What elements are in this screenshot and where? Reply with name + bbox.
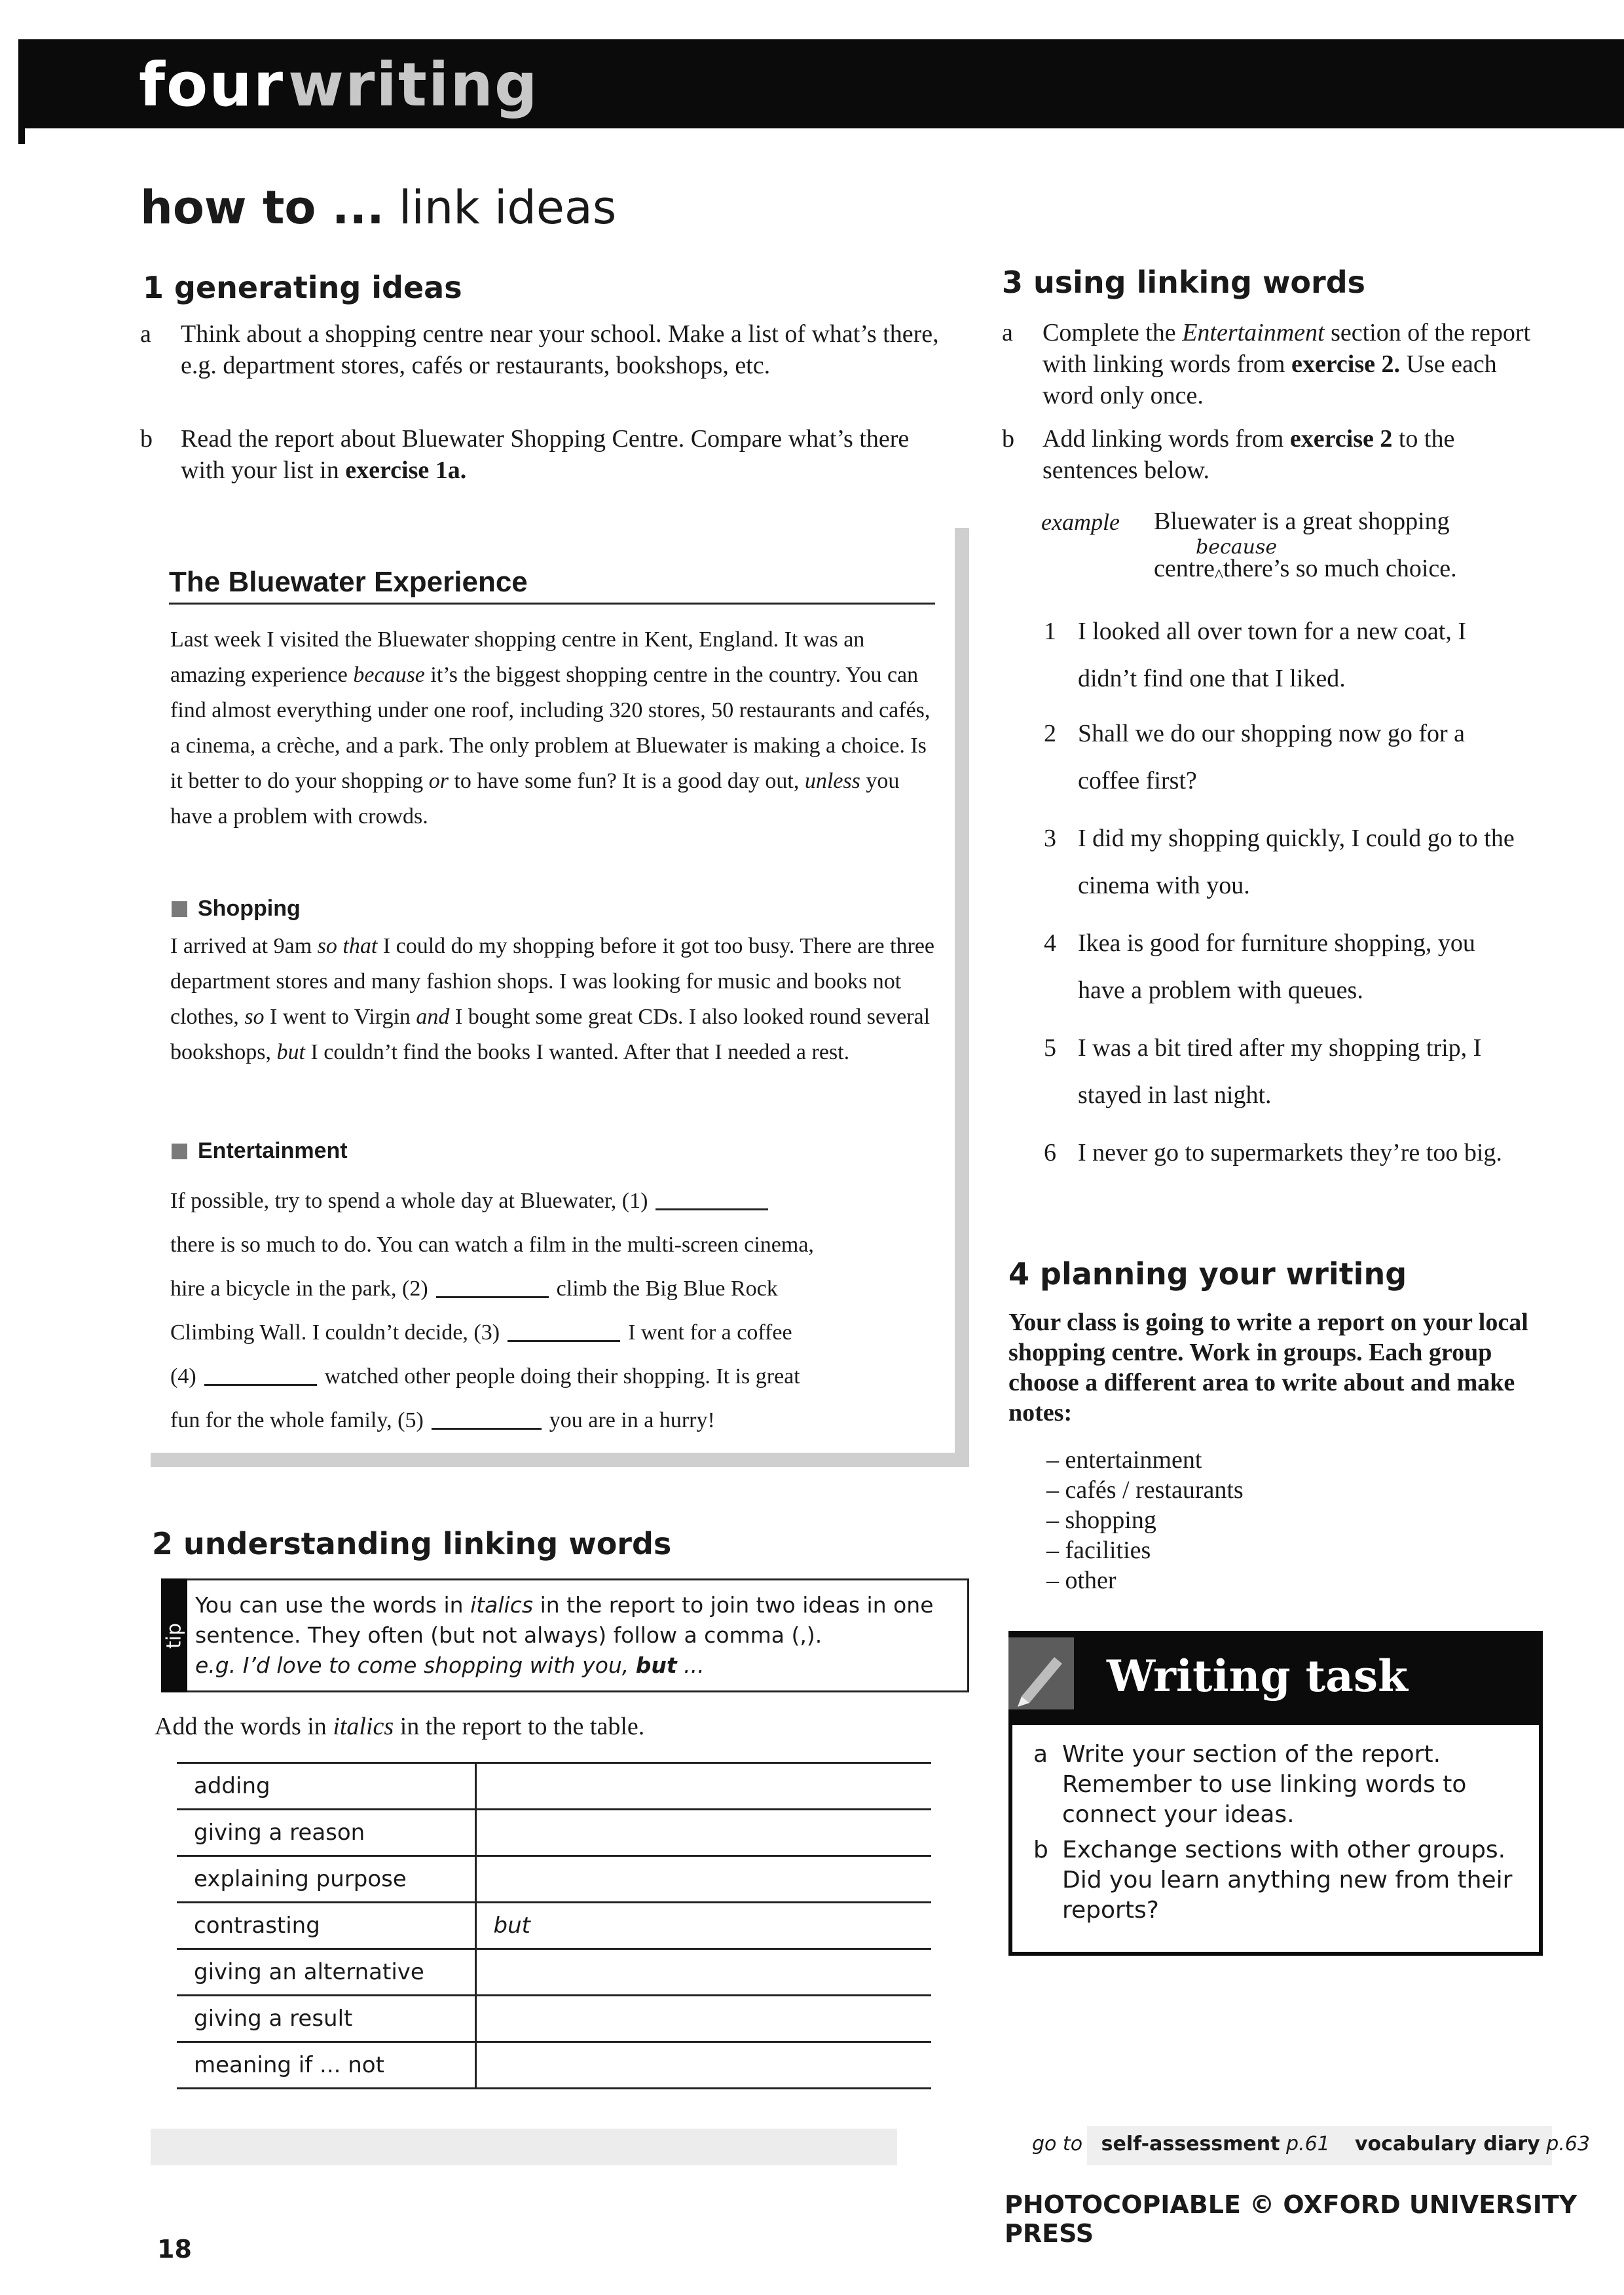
list-item: – other xyxy=(1046,1567,1116,1594)
report-p2-c: I went to Virgin xyxy=(264,1005,416,1029)
example-label: example xyxy=(1041,509,1120,535)
page-title-rest: link ideas xyxy=(398,181,617,234)
section1-heading: 1 generating ideas xyxy=(143,270,462,305)
table-row-label: giving a reason xyxy=(177,1810,475,1856)
table-row-label: contrasting xyxy=(177,1903,475,1949)
copyright-notice: PHOTOCOPIABLE © OXFORD UNIVERSITY PRESS xyxy=(1005,2190,1578,2248)
writing-task-a-letter: a xyxy=(1033,1741,1048,1768)
section4-text: Your class is going to write a report on your local shopping centre. Work in groups. Each group choose a different area to write about and make notes: xyxy=(1008,1309,1528,1427)
page-title xyxy=(140,181,616,234)
entertainment-line-2: there is so much to do. You can watch a film in the multi-screen cinema, xyxy=(170,1233,814,1257)
section3-a-letter: a xyxy=(1002,319,1013,346)
table-row-label: meaning if ... not xyxy=(177,2042,475,2089)
report-linking-but: but xyxy=(276,1040,305,1064)
report-p1-d: you have a problem with crowds. xyxy=(170,769,900,829)
writing-task-item-a xyxy=(1033,1740,1531,1830)
item-number: 5 xyxy=(1044,1034,1056,1062)
report-paragraph-2 xyxy=(170,929,936,1070)
gap-1-blank[interactable] xyxy=(655,1191,768,1210)
item-text: Ikea is good for furniture shopping, you have a problem with queues. xyxy=(1078,929,1475,1004)
table-row xyxy=(177,1763,931,1810)
section1-a-text: Think about a shopping centre near your school. Make a list of what’s there, e.g. department stores, cafés or restaurants, bookshops, etc. xyxy=(181,320,939,379)
section3-b-1: Add linking words from xyxy=(1043,425,1290,453)
entertainment-line-3 xyxy=(170,1267,936,1311)
caret-icon: ^ xyxy=(1214,566,1223,586)
section3-a-italic: Entertainment xyxy=(1182,319,1325,346)
report-paragraph-1 xyxy=(170,622,936,834)
table-row-label: giving a result xyxy=(177,1996,475,2042)
section3-b-letter: b xyxy=(1002,425,1014,453)
report-entertainment-label: Entertainment xyxy=(198,1138,348,1163)
footer-shading-left xyxy=(151,2129,897,2165)
item-number: 2 xyxy=(1044,720,1056,747)
list-item: – facilities xyxy=(1046,1537,1151,1564)
list-item: – cafés / restaurants xyxy=(1046,1476,1244,1504)
page-title-bold: how to ... xyxy=(140,181,384,234)
gap-4-blank[interactable] xyxy=(204,1366,317,1386)
table-row xyxy=(177,1996,931,2042)
table-row-label: explaining purpose xyxy=(177,1856,475,1903)
table-instruction-italics: italics xyxy=(333,1713,394,1740)
tip-example-ellipsis: ... xyxy=(676,1652,705,1678)
entertainment-line-4a: Climbing Wall. I couldn’t decide, (3) xyxy=(170,1320,500,1345)
table-row-answer[interactable] xyxy=(475,1763,931,1810)
item-number: 4 xyxy=(1044,929,1056,957)
report-entertainment-text xyxy=(170,1179,936,1442)
example-line-2b: there’s so much choice. xyxy=(1223,555,1457,582)
report-linking-or: or xyxy=(428,769,449,793)
writing-task-b-text: Exchange sections with other groups. Did you learn anything new from their reports? xyxy=(1062,1837,1513,1924)
table-instruction-2: in the report to the table. xyxy=(394,1713,645,1740)
gap-3-blank[interactable] xyxy=(507,1322,620,1342)
entertainment-line-6b: you are in a hurry! xyxy=(549,1408,715,1432)
table-row-answer[interactable] xyxy=(475,2042,931,2089)
linking-words-table xyxy=(177,1762,931,2089)
section1-b-text-bold: exercise 1a. xyxy=(345,457,467,484)
report-title-rule xyxy=(169,603,935,605)
header-tick xyxy=(18,39,25,144)
gap-5-blank[interactable] xyxy=(432,1410,542,1430)
report-p2-b: I could do my shopping before it got too busy. There are three department stores and many fashion shops. I was looking for music and books not clothes, xyxy=(170,934,935,1029)
page-number: 18 xyxy=(157,2235,192,2264)
list-item: – entertainment xyxy=(1046,1446,1202,1474)
section3-a-2: section of the report with linking words from xyxy=(1043,319,1531,378)
table-row xyxy=(177,1949,931,1996)
exercise-3b-item-1 xyxy=(1044,608,1515,702)
item-number: 3 xyxy=(1044,825,1056,852)
writing-task-a-text: Write your section of the report. Remember to use linking words to connect your ideas. xyxy=(1062,1741,1467,1828)
entertainment-line-5 xyxy=(170,1354,936,1398)
footer-goto: go to xyxy=(1032,2133,1083,2155)
report-shopping-label: Shopping xyxy=(198,896,301,921)
section3-b-bold: exercise 2 xyxy=(1289,425,1393,453)
entertainment-line-3a: hire a bicycle in the park, (2) xyxy=(170,1277,428,1301)
report-shopping-heading xyxy=(172,896,301,922)
entertainment-line-1 xyxy=(170,1179,936,1223)
footer-vocab-page: p.63 xyxy=(1546,2133,1590,2155)
item-text: I was a bit tired after my shopping trip, I stayed in last night. xyxy=(1078,1034,1482,1109)
tip-example-but: but xyxy=(635,1652,677,1678)
entertainment-line-6 xyxy=(170,1398,936,1442)
gap-2-blank[interactable] xyxy=(436,1278,549,1298)
section3-a-text xyxy=(1002,317,1552,411)
item-text: I never go to supermarkets they’re too big. xyxy=(1078,1139,1502,1166)
table-row-answer[interactable] xyxy=(475,1856,931,1903)
example-insert-word: because xyxy=(1196,536,1278,559)
section3-b-2: to the sentences below. xyxy=(1043,425,1455,484)
footer-self-page: p.61 xyxy=(1286,2133,1330,2155)
table-row-label: adding xyxy=(177,1763,475,1810)
report-linking-so: so xyxy=(244,1005,265,1029)
square-bullet-icon xyxy=(172,1144,187,1159)
footer-vocab-diary[interactable]: vocabulary diary xyxy=(1354,2133,1540,2155)
tip-text-1: You can use the words in xyxy=(195,1592,471,1618)
table-row xyxy=(177,2042,931,2089)
exercise-3b-item-3 xyxy=(1044,815,1515,909)
report-p1-a: Last week I visited the Bluewater shopping centre in Kent, England. It was an amazing experience xyxy=(170,627,865,687)
entertainment-line-6a: fun for the whole family, (5) xyxy=(170,1408,424,1432)
report-linking-and: and xyxy=(416,1005,450,1029)
tip-example: e.g. I’d love to come shopping with you, xyxy=(195,1652,636,1678)
exercise-3b-item-5 xyxy=(1044,1024,1541,1119)
section3-a-bold: exercise 2. xyxy=(1291,350,1400,378)
report-title: The Bluewater Experience xyxy=(169,566,528,598)
exercise-3b-item-2 xyxy=(1044,710,1515,804)
footer-self-assessment[interactable]: self-assessment xyxy=(1101,2133,1280,2155)
item-text: I looked all over town for a new coat, I didn’t find one that I liked. xyxy=(1078,618,1467,692)
section3-item-a xyxy=(1002,317,1552,411)
table-row xyxy=(177,1856,931,1903)
table-row-answer[interactable]: but xyxy=(475,1903,931,1949)
report-entertainment-heading xyxy=(172,1138,348,1164)
table-row-answer[interactable] xyxy=(475,1949,931,1996)
section1-b-text xyxy=(140,423,952,486)
section3-a-3: Use each word only once. xyxy=(1043,350,1497,409)
entertainment-line-5a: (4) xyxy=(170,1364,196,1389)
table-instruction-1: Add the words in xyxy=(155,1713,333,1740)
section4-heading: 4 planning your writing xyxy=(1008,1256,1407,1292)
report-p2-d: I bought some great CDs. I also looked round several bookshops, xyxy=(170,1005,931,1064)
entertainment-line-4b: I went for a coffee xyxy=(628,1320,792,1345)
tip-text xyxy=(195,1590,955,1681)
section1-a-letter: a xyxy=(140,320,151,348)
section3-heading: 3 using linking words xyxy=(1002,265,1366,300)
section3-item-b xyxy=(1002,423,1552,486)
table-instruction xyxy=(155,1712,644,1741)
footer-references xyxy=(1032,2133,1590,2155)
entertainment-line-5b: watched other people doing their shopping. It is great xyxy=(324,1364,800,1389)
report-p1-b: it’s the biggest shopping centre in the country. You can find almost everything under one roof, including 320 stores, 50 restaurants and cafés, a cinema, a crèche, and a park. The only problem at Bluewater is making a choice. Is it better to do your shopping xyxy=(170,663,931,793)
report-p2-e: I couldn’t find the books I wanted. After that I needed a rest. xyxy=(304,1040,850,1064)
writing-task-title: Writing task xyxy=(1107,1651,1408,1702)
report-linking-because: because xyxy=(353,663,425,687)
section3-a-1: Complete the xyxy=(1043,319,1183,346)
section1-item-a xyxy=(140,318,952,381)
example-line-2a: centre xyxy=(1154,555,1215,582)
exercise-3b-item-4 xyxy=(1044,920,1515,1014)
writing-task-b-letter: b xyxy=(1033,1837,1048,1863)
example-line-1: Bluewater is a great shopping xyxy=(1154,508,1450,535)
report-linking-unless: unless xyxy=(804,769,860,793)
tip-text-italics: italics xyxy=(470,1592,534,1618)
table-row-answer[interactable] xyxy=(475,1996,931,2042)
item-text: I did my shopping quickly, I could go to the cinema with you. xyxy=(1078,825,1515,899)
item-number: 1 xyxy=(1044,618,1056,645)
section1-item-b xyxy=(140,423,952,486)
item-number: 6 xyxy=(1044,1139,1056,1166)
report-linking-so-that: so that xyxy=(317,934,378,958)
table-row xyxy=(177,1810,931,1856)
table-row-label: giving an alternative xyxy=(177,1949,475,1996)
writing-task-pen-icon xyxy=(1008,1637,1074,1709)
header-word-four: four xyxy=(139,50,285,120)
report-p2-a: I arrived at 9am xyxy=(170,934,318,958)
section3-b-text xyxy=(1002,423,1552,486)
pen-icon xyxy=(1008,1637,1074,1709)
example-line-2 xyxy=(1154,554,1457,587)
section2-heading: 2 understanding linking words xyxy=(152,1526,672,1561)
header-word-writing: writing xyxy=(288,50,539,120)
list-item: – shopping xyxy=(1046,1506,1156,1534)
item-text: Shall we do our shopping now go for a coffee first? xyxy=(1078,720,1466,794)
tip-label: tip xyxy=(162,1622,186,1649)
entertainment-line-4 xyxy=(170,1311,936,1354)
exercise-3b-item-6 xyxy=(1044,1129,1515,1176)
table-row-answer[interactable] xyxy=(475,1810,931,1856)
section1-b-letter: b xyxy=(140,425,153,453)
entertainment-line-3b: climb the Big Blue Rock xyxy=(556,1277,778,1301)
writing-task-item-b xyxy=(1033,1835,1531,1926)
square-bullet-icon xyxy=(172,901,187,917)
report-p1-c: to have some fun? It is a good day out, xyxy=(448,769,805,793)
section4-list xyxy=(1046,1445,1244,1595)
entertainment-line-1-text: If possible, try to spend a whole day at Bluewater, (1) xyxy=(170,1189,648,1213)
section1-b-text-main: Read the report about Bluewater Shopping Centre. Compare what’s there with your list in xyxy=(181,425,910,484)
tip-text-2: in the report to join two ideas in one sentence. They often (but not always) follow a comma (,). xyxy=(195,1592,934,1648)
table-row xyxy=(177,1903,931,1949)
